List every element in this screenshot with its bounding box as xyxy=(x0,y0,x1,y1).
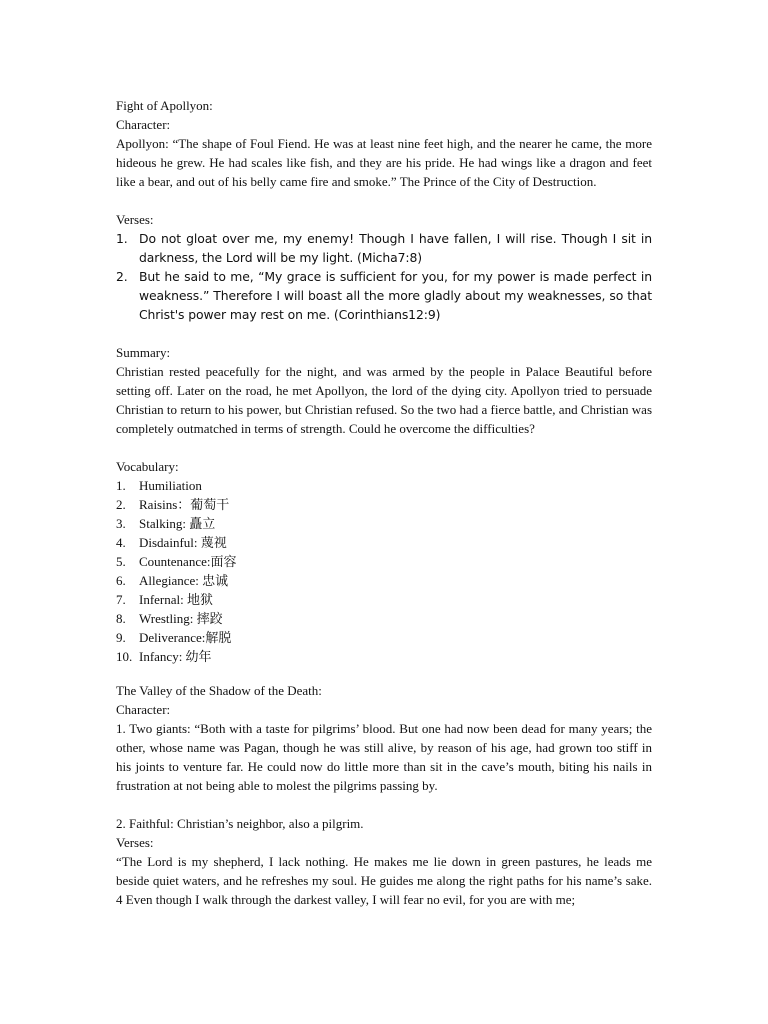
vocabulary-term: Stalking: 矗立 xyxy=(139,516,216,531)
character-paragraph: 2. Faithful: Christian’s neighbor, also a pilgrim. xyxy=(116,816,364,831)
vocabulary-term: Raisins：葡萄干 xyxy=(139,497,230,512)
list-number: 10. xyxy=(116,649,133,664)
vocabulary-term: Infernal: 地狱 xyxy=(139,592,214,607)
vocabulary-term: Wrestling: 摔跤 xyxy=(139,611,223,626)
list-item xyxy=(116,590,652,609)
list-number: 1. xyxy=(116,478,126,493)
list-item xyxy=(116,229,652,267)
list-number: 2. xyxy=(116,497,126,512)
vocabulary-term: Humiliation xyxy=(139,478,202,493)
vocabulary-list xyxy=(116,476,652,666)
character-paragraph: Apollyon: “The shape of Foul Fiend. He was at least nine feet high, and the nearer he came, the more hideous he grew. He had scales like fish, and they are his pride. He had wings like a dragon and feet like a bear, and out of his belly came fire and smoke.” The Prince of the City of Destruction. xyxy=(116,136,652,189)
character-label: Character: xyxy=(116,702,171,717)
verses-label: Verses: xyxy=(116,212,154,227)
summary-paragraph: Christian rested peacefully for the night, and was armed by the people in Palace Beautiful before setting off. Later on the road, he met Apollyon, the lord of the dying city. Apollyon tried to persuade Christian to return to his power, but Christian refused. So the two had a fierce battle, and Christian was completely outmatched in terms of strength. Could he overcome the difficulties? xyxy=(116,364,652,436)
verses-label: Verses: xyxy=(116,835,154,850)
list-item xyxy=(116,495,652,514)
list-number: 2. xyxy=(116,269,128,284)
list-item xyxy=(116,533,652,552)
list-number: 5. xyxy=(116,554,126,569)
list-item xyxy=(116,267,652,324)
verses-paragraph: “The Lord is my shepherd, I lack nothing. He makes me lie down in green pastures, he leads me beside quiet waters, and he refreshes my soul. He guides me along the right paths for his name’s sake. 4 Even though I walk through the darkest valley, I will fear no evil, for you are with me; xyxy=(116,854,652,907)
section-title: The Valley of the Shadow of the Death: xyxy=(116,683,322,698)
list-item xyxy=(116,647,652,666)
character-paragraph: 1. Two giants: “Both with a taste for pilgrims’ blood. But one had now been dead for many years; the other, whose name was Pagan, though he was still alive, by reason of his age, had grown too stiff in his joints to venture far. He could now do little more than sit in the cave’s mouth, biting his nails in frustration at not being able to molest the pilgrims passing by. xyxy=(116,721,652,793)
list-number: 9. xyxy=(116,630,126,645)
list-item xyxy=(116,476,652,495)
list-number: 1. xyxy=(116,231,128,246)
document-page xyxy=(116,96,652,909)
list-item xyxy=(116,628,652,647)
list-number: 4. xyxy=(116,535,126,550)
vocabulary-label: Vocabulary: xyxy=(116,459,179,474)
vocabulary-term: Infancy: 幼年 xyxy=(139,649,212,664)
verse-text: But he said to me, “My grace is sufficient for you, for my power is made perfect in weakness.” Therefore I will boast all the more gladly about my weaknesses, so that Christ's power may rest on me. (Corinthians12:9) xyxy=(139,269,652,322)
verse-text: Do not gloat over me, my enemy! Though I have fallen, I will rise. Though I sit in darkness, the Lord will be my light. (Micha7:8) xyxy=(139,231,652,265)
verses-list xyxy=(116,229,652,324)
list-number: 7. xyxy=(116,592,126,607)
list-item xyxy=(116,609,652,628)
list-number: 8. xyxy=(116,611,126,626)
vocabulary-term: Deliverance:解脱 xyxy=(139,630,232,645)
vocabulary-term: Allegiance: 忠诚 xyxy=(139,573,229,588)
list-item xyxy=(116,571,652,590)
character-label: Character: xyxy=(116,117,171,132)
vocabulary-term: Countenance:面容 xyxy=(139,554,237,569)
list-number: 6. xyxy=(116,573,126,588)
list-item xyxy=(116,552,652,571)
section-title: Fight of Apollyon: xyxy=(116,98,213,113)
summary-label: Summary: xyxy=(116,345,171,360)
list-number: 3. xyxy=(116,516,126,531)
list-item xyxy=(116,514,652,533)
vocabulary-term: Disdainful: 蔑视 xyxy=(139,535,227,550)
